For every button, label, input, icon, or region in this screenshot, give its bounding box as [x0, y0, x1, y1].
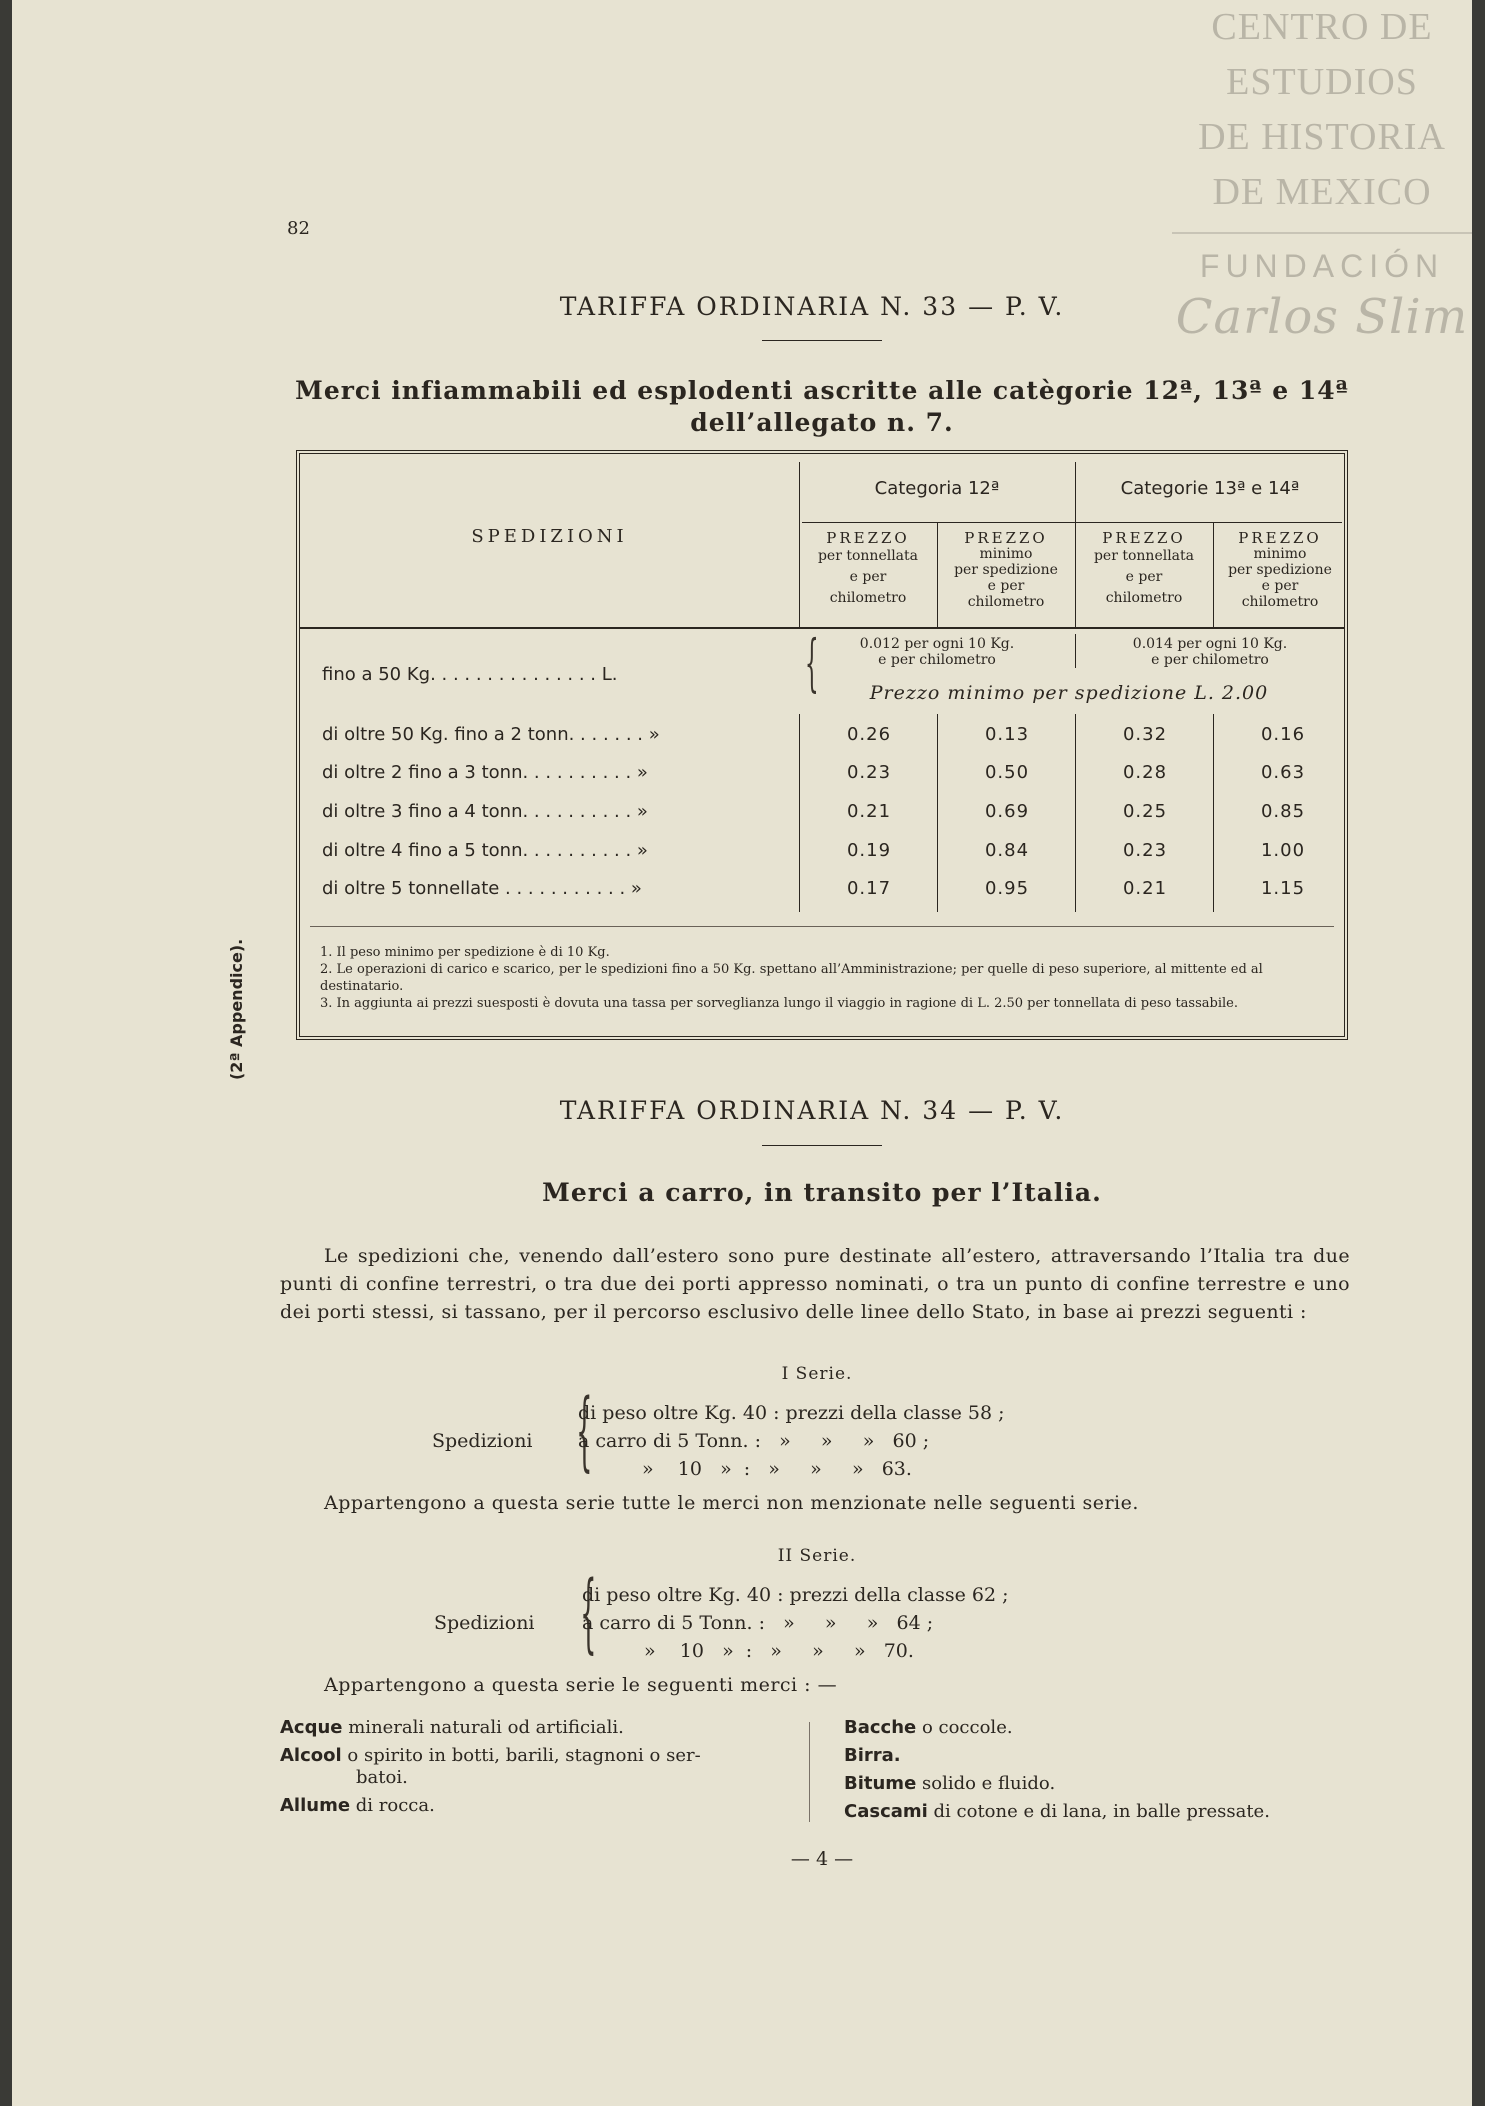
cell: 0.63 — [1260, 762, 1306, 783]
item-text: batoi. — [356, 1767, 408, 1788]
list-item — [844, 1742, 1364, 1770]
scanned-page — [12, 0, 1472, 2106]
col-divider — [937, 714, 938, 912]
header-price-ton-1 — [799, 530, 937, 606]
serie1-label: Spedizioni — [432, 1430, 533, 1452]
brace: { — [580, 1563, 597, 1663]
item-text: di cotone e di lana, in balle pressate. — [927, 1801, 1270, 1822]
col-divider — [1213, 714, 1214, 912]
row0-cat13-14 — [1075, 636, 1345, 668]
header-text: chilometro — [1105, 590, 1183, 606]
header-price-ton-2 — [1075, 530, 1213, 606]
serie1-heading: I Serie. — [781, 1364, 853, 1384]
row-label: di oltre 50 Kg. fino a 2 tonn. . . . . . . » — [322, 724, 660, 745]
serie1-line: a carro di 5 Tonn. : » » » 60 ; — [578, 1430, 930, 1452]
cell: 0.17 — [846, 878, 892, 899]
header-cat13-14: Categorie 13ª e 14ª — [1120, 478, 1300, 499]
watermark-divider — [1172, 232, 1472, 234]
header-text: chilometro — [829, 590, 907, 606]
header-rule — [802, 522, 1342, 523]
header-text: per tonnellata — [817, 548, 919, 564]
header-text: PREZZO — [1102, 529, 1186, 547]
header-text: chilometro — [1241, 594, 1319, 610]
header-spedizioni: SPEDIZIONI — [471, 526, 628, 547]
page-number: 82 — [287, 218, 310, 239]
watermark-line: ESTUDIOS — [1226, 61, 1418, 103]
header-price-min-1 — [937, 530, 1075, 610]
tariff33-table — [296, 450, 1348, 1040]
header-text: per spedizione — [1228, 562, 1332, 578]
serie1-note: Appartengono a questa serie tutte le merci non menzionate nelle seguenti serie. — [324, 1492, 1139, 1514]
row0-text: e per chilometro — [1151, 652, 1269, 668]
header-text: e per — [1125, 569, 1163, 585]
watermark-signature: Carlos Slim — [1175, 289, 1469, 345]
header-price-min-2 — [1213, 530, 1347, 610]
tariff34-paragraph: Le spedizioni che, venendo dall’estero sono pure destinate all’estero, attraversando l’Italia tra due punti di confine terrestri, o tra due dei porti appresso nominati, o tra un punto di confine terrestre e uno dei porti stessi, si tassano, per il percorso esclusivo delle linee dello Stato, in base ai prezzi seguenti : — [280, 1245, 1350, 1323]
cell: 0.85 — [1260, 801, 1306, 822]
header-text: PREZZO — [964, 529, 1048, 547]
row-label: di oltre 2 fino a 3 tonn. . . . . . . . . . » — [322, 762, 648, 783]
cell: 0.69 — [984, 801, 1030, 822]
watermark-line: CENTRO DE — [1211, 6, 1433, 48]
list-item — [844, 1714, 1364, 1742]
cell: 0.84 — [984, 840, 1030, 861]
row0-text: 0.014 per ogni 10 Kg. — [1132, 636, 1288, 652]
tariff34-subtitle: Merci a carro, in transito per l’Italia. — [542, 1178, 1102, 1207]
cell: 0.25 — [1122, 801, 1168, 822]
item-text: di rocca. — [350, 1795, 435, 1816]
serie2-line: » 10 » : » » » 70. — [644, 1640, 914, 1662]
watermark-line: DE HISTORIA — [1198, 116, 1446, 158]
cell: 1.00 — [1260, 840, 1306, 861]
brace: { — [576, 1381, 593, 1481]
header-text: e per — [849, 569, 887, 585]
cell: 0.19 — [846, 840, 892, 861]
row0-text: 0.012 per ogni 10 Kg. — [859, 636, 1015, 652]
header-text: PREZZO — [826, 529, 910, 547]
item-name: Birra. — [844, 1745, 901, 1766]
header-bottom-rule — [300, 627, 1344, 629]
table-note: 2. Le operazioni di carico e scarico, per le spedizioni fino a 50 Kg. spettano all’Amministrazione; per quelle di peso superiore, al mittente ed al destinatario. — [320, 962, 1263, 994]
row-label: di oltre 3 fino a 4 tonn. . . . . . . . . . » — [322, 801, 648, 822]
footer-page-number: — 4 — — [790, 1848, 854, 1870]
cell: 0.28 — [1122, 762, 1168, 783]
col-divider — [799, 714, 800, 912]
brace: { — [804, 626, 819, 699]
item-text: o spirito in botti, barili, stagnoni o ser- — [341, 1745, 701, 1766]
cell: 0.13 — [984, 724, 1030, 745]
item-name: Alcool — [280, 1745, 342, 1766]
title-rule — [762, 1145, 882, 1146]
tariff33-title: TARIFFA ORDINARIA N. 33 — P. V. — [559, 292, 1065, 321]
side-label: (2ª Appendice). — [227, 938, 246, 1080]
item-name: Acque — [280, 1717, 343, 1738]
header-text: per tonnellata — [1093, 548, 1195, 564]
list-item — [280, 1714, 800, 1742]
watermark-line: DE MEXICO — [1212, 171, 1432, 213]
item-text: o coccole. — [916, 1717, 1013, 1738]
cell: 0.21 — [846, 801, 892, 822]
cell: 1.15 — [1260, 878, 1306, 899]
merci-list-right — [844, 1714, 1364, 1826]
row0-cat12 — [799, 636, 1075, 668]
row0-minimum: Prezzo minimo per spedizione L. 2.00 — [869, 682, 1269, 704]
header-text: e per — [987, 578, 1025, 594]
header-text: minimo — [979, 546, 1033, 562]
header-text: e per — [1261, 578, 1299, 594]
header-text: chilometro — [967, 594, 1045, 610]
row-label: fino a 50 Kg. . . . . . . . . . . . . . . L. — [322, 664, 618, 685]
item-name: Cascami — [844, 1801, 928, 1822]
cell: 0.21 — [1122, 878, 1168, 899]
tariff33-subtitle: Merci infiammabili ed esplodenti ascritte alle catègorie 12ª, 13ª e 14ª — [295, 376, 1349, 405]
header-text: minimo — [1253, 546, 1307, 562]
cell: 0.26 — [846, 724, 892, 745]
list-item — [844, 1770, 1364, 1798]
table-note: 3. In aggiunta ai prezzi suesposti è dovuta una tassa per sorveglianza lungo il viaggio in ragione di L. 2.50 per tonnellata di peso tassabile. — [320, 996, 1238, 1011]
serie1-line: di peso oltre Kg. 40 : prezzi della classe 58 ; — [578, 1402, 1005, 1424]
serie2-heading: II Serie. — [777, 1546, 857, 1566]
list-item — [280, 1792, 800, 1820]
serie2-note: Appartengono a questa serie le seguenti merci : — — [324, 1674, 838, 1696]
title-rule — [762, 340, 882, 341]
notes-rule — [310, 926, 1334, 927]
item-name: Bitume — [844, 1773, 917, 1794]
item-name: Bacche — [844, 1717, 917, 1738]
tariff34-title: TARIFFA ORDINARIA N. 34 — P. V. — [559, 1096, 1065, 1125]
item-text: solido e fluido. — [916, 1773, 1056, 1794]
cell: 0.16 — [1260, 724, 1306, 745]
cell: 0.50 — [984, 762, 1030, 783]
header-text: per spedizione — [954, 562, 1058, 578]
item-name: Allume — [280, 1795, 351, 1816]
cell: 0.32 — [1122, 724, 1168, 745]
row0-text: e per chilometro — [878, 652, 996, 668]
serie1-line: » 10 » : » » » 63. — [642, 1458, 912, 1480]
merci-list-left — [280, 1714, 800, 1820]
row-label: di oltre 4 fino a 5 tonn. . . . . . . . . . » — [322, 840, 648, 861]
cell: 0.95 — [984, 878, 1030, 899]
tariff33-subtitle-2: dell’allegato n. 7. — [690, 408, 954, 437]
cell: 0.23 — [846, 762, 892, 783]
row-label: di oltre 5 tonnellate . . . . . . . . . . . » — [322, 878, 642, 899]
watermark-foundation: FUNDACIÓN — [1199, 248, 1445, 284]
serie2-line: di peso oltre Kg. 40 : prezzi della classe 62 ; — [582, 1584, 1009, 1606]
table-note: 1. Il peso minimo per spedizione è di 10 Kg. — [320, 945, 610, 960]
cell: 0.23 — [1122, 840, 1168, 861]
list-divider — [809, 1722, 810, 1822]
serie2-label: Spedizioni — [434, 1612, 535, 1634]
col-divider — [1075, 714, 1076, 912]
header-cat12: Categoria 12ª — [874, 478, 1000, 499]
list-item — [844, 1798, 1364, 1826]
header-text: PREZZO — [1238, 529, 1322, 547]
serie2-line: a carro di 5 Tonn. : » » » 64 ; — [582, 1612, 934, 1634]
item-text: minerali naturali od artificiali. — [342, 1717, 624, 1738]
